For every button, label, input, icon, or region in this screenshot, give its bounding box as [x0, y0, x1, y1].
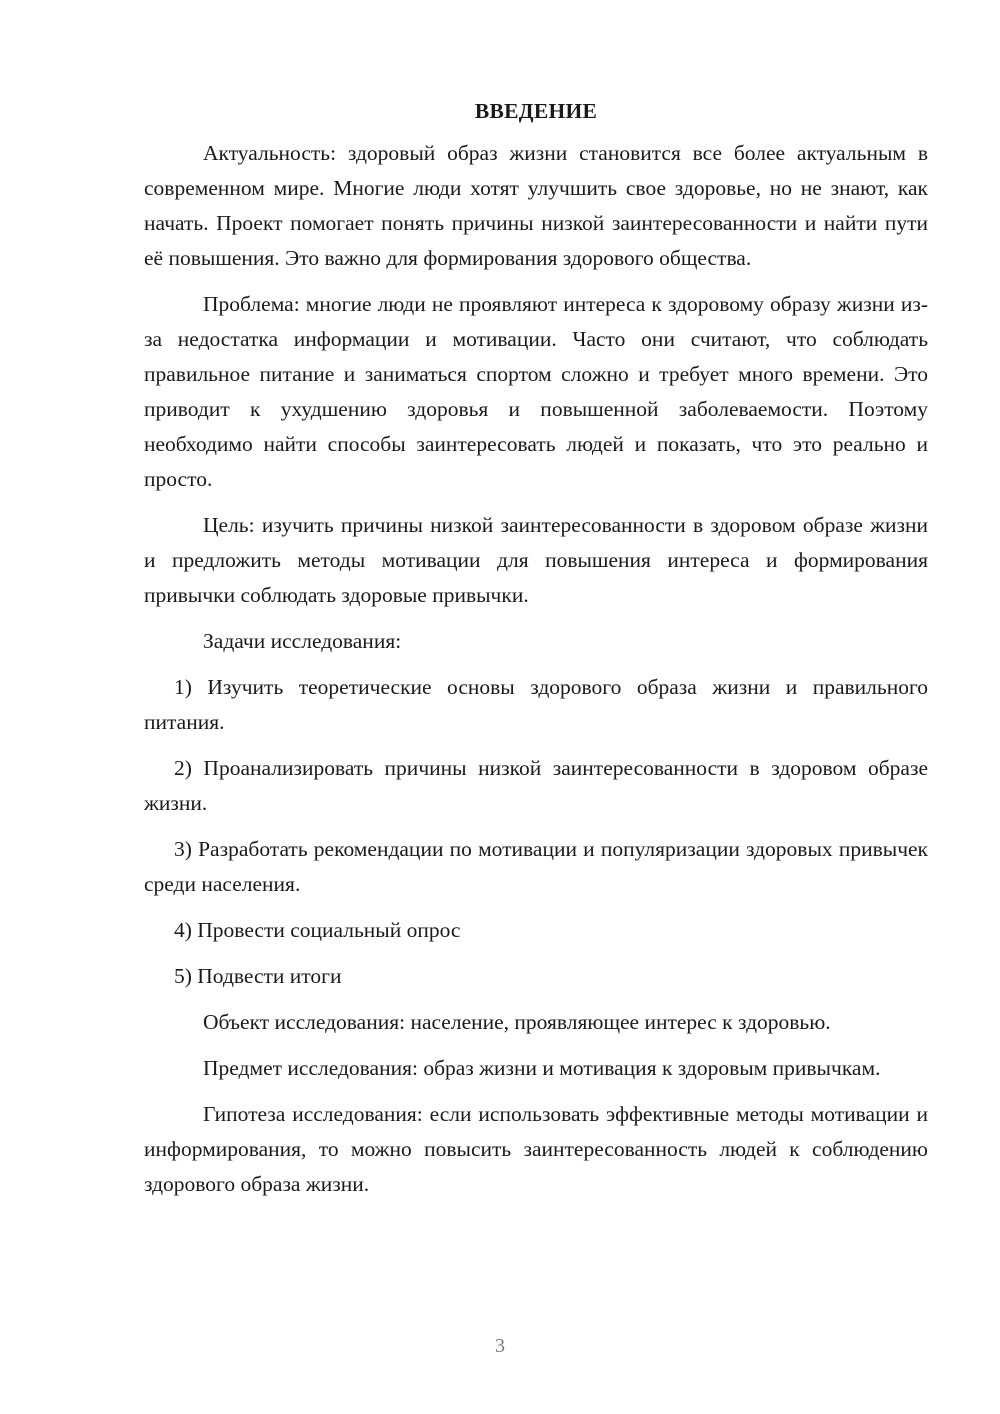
object-paragraph: Объект исследования: население, проявляющее интерес к здоровью.	[203, 1010, 831, 1034]
page-title: ВВЕДЕНИЕ	[474, 99, 598, 123]
goal-paragraph: Цель: изучить причины низкой заинтересованности в здоровом образе жизни и предложить методы мотивации для повышения интереса и формирования привычки соблюдать здоровые привычки.	[144, 513, 928, 607]
task-item: 3) Разработать рекомендации по мотивации и популяризации здоровых привычек среди населения.	[144, 837, 928, 896]
subject-paragraph: Предмет исследования: образ жизни и мотивация к здоровым привычкам.	[203, 1056, 881, 1080]
task-item: 2) Проанализировать причины низкой заинтересованности в здоровом образе жизни.	[144, 756, 928, 815]
task-item: 4) Провести социальный опрос	[174, 918, 461, 942]
hypothesis-paragraph: Гипотеза исследования: если использовать эффективные методы мотивации и информирования, то можно повысить заинтересованность людей к соблюдению здорового образа жизни.	[144, 1102, 928, 1196]
page-content	[144, 96, 928, 1213]
page-number: 3	[495, 1335, 505, 1357]
tasks-heading: Задачи исследования:	[203, 629, 402, 653]
problem-paragraph: Проблема: многие люди не проявляют интереса к здоровому образу жизни из-за недостатка информации и мотивации. Часто они считают, что соблюдать правильное питание и заниматься спортом сложно и требует много времени. Это приводит к ухудшению здоровья и повышенной заболеваемости. Поэтому необходимо найти способы заинтересовать людей и показать, что это реально и просто.	[144, 292, 928, 491]
task-item: 1) Изучить теоретические основы здорового образа жизни и правильного питания.	[144, 675, 928, 734]
relevance-paragraph: Актуальность: здоровый образ жизни становится все более актуальным в современном мире. Многие люди хотят улучшить свое здоровье, но не знают, как начать. Проект помогает понять причины низкой заинтересованности и найти пути её повышения. Это важно для формирования здорового общества.	[144, 141, 928, 270]
task-item: 5) Подвести итоги	[174, 964, 342, 988]
